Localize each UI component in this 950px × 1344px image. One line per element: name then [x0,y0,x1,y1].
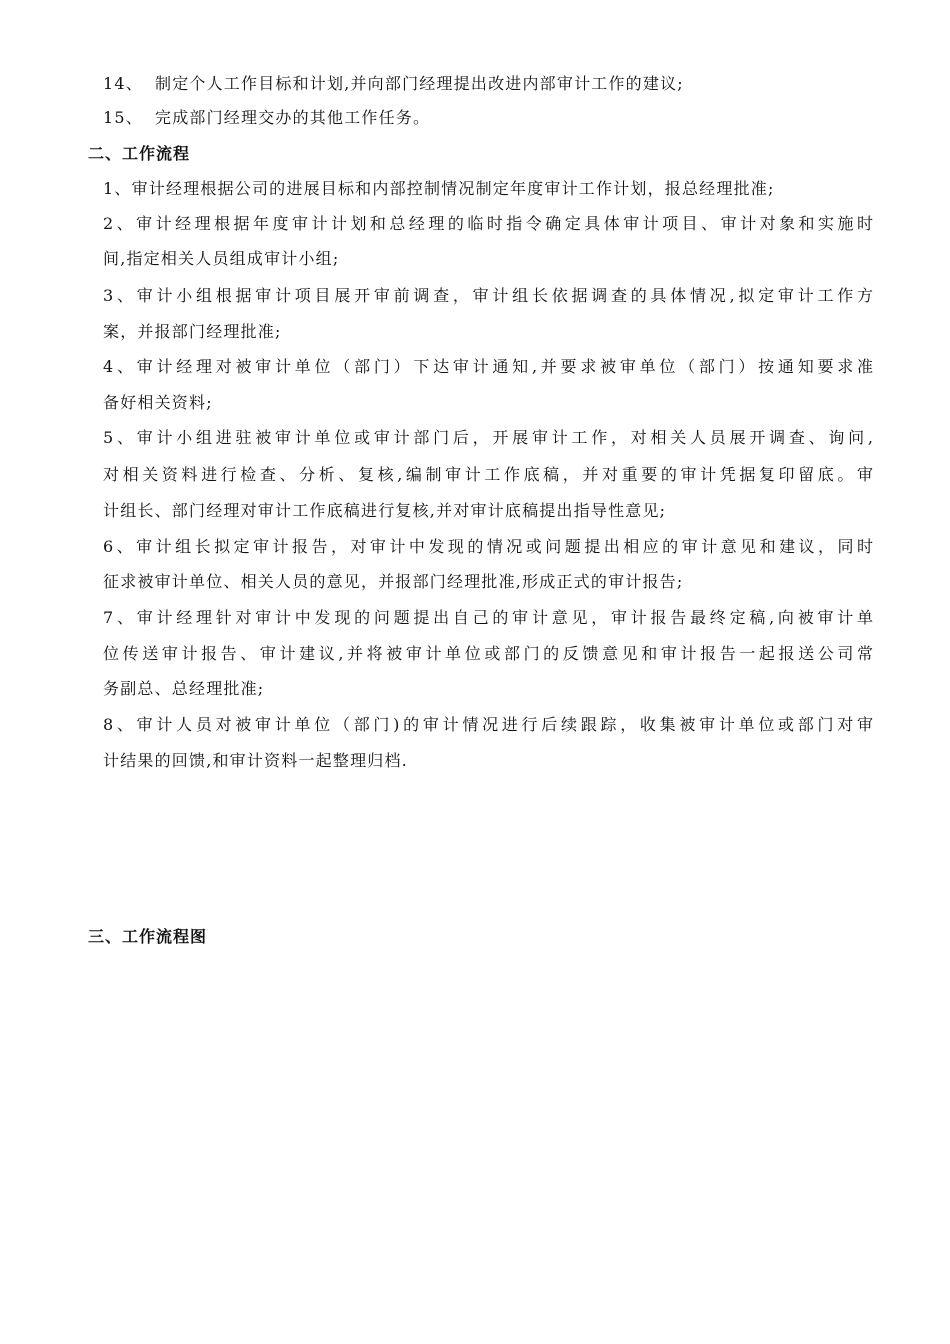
paragraph-line: 2、审计经理根据年度审计计划和总经理的临时指令确定具体审计项目、审计对象和实施时 [103,214,873,233]
paragraph-line: 8、审计人员对被审计单位（部门)的审计情况进行后续跟踪，收集被审计单位或部门对审 [103,715,873,734]
paragraph-line: 4、审计经理对被审计单位（部门）下达审计通知,并要求被审单位（部门）按通知要求准 [103,357,873,376]
paragraph-line: 计结果的回馈,和审计资料一起整理归档. [103,751,408,770]
item-number: 15、 [103,108,143,127]
paragraph-line: 5、审计小组进驻被审计单位或审计部门后，开展审计工作，对相关人员展开调查、询问, [103,428,873,447]
section-heading-flowchart: 三、工作流程图 [88,927,208,946]
item-text: 完成部门经理交办的其他工作任务。 [155,108,431,127]
paragraph-line: 对相关资料进行检查、分析、复核,编制审计工作底稿，并对重要的审计凭据复印留底。审 [103,465,873,484]
list-item-15 [103,106,430,130]
paragraph-line: 1、审计经理根据公司的进展目标和内部控制情况制定年度审计工作计划，报总经理批准; [103,179,775,198]
paragraph-line: 务副总、总经理批准; [103,679,265,698]
paragraph-line: 案，并报部门经理批准; [103,322,282,341]
paragraph-line: 位传送审计报告、审计建议,并将被审计单位或部门的反馈意见和审计报告一起报送公司常 [103,644,873,663]
paragraph-line: 备好相关资料; [103,393,213,412]
list-item-14 [103,72,684,96]
section-heading-workflow: 二、工作流程 [88,144,191,163]
paragraph-line: 6、审计组长拟定审计报告，对审计中发现的情况或问题提出相应的审计意见和建议，同时 [103,537,873,556]
paragraph-line: 间,指定相关人员组成审计小组; [103,249,340,268]
paragraph-line: 7、审计经理针对审计中发现的问题提出自己的审计意见，审计报告最终定稿,向被审计单 [103,608,873,627]
item-text: 制定个人工作目标和计划,并向部门经理提出改进内部审计工作的建议; [155,74,684,93]
paragraph-line: 征求被审计单位、相关人员的意见，并报部门经理批准,形成正式的审计报告; [103,572,684,591]
paragraph-line: 3、审计小组根据审计项目展开审前调查，审计组长依据调查的具体情况,拟定审计工作方 [103,286,873,305]
item-number: 14、 [103,74,143,93]
paragraph-line: 计组长、部门经理对审计工作底稿进行复核,并对审计底稿提出指导性意见; [103,501,667,520]
